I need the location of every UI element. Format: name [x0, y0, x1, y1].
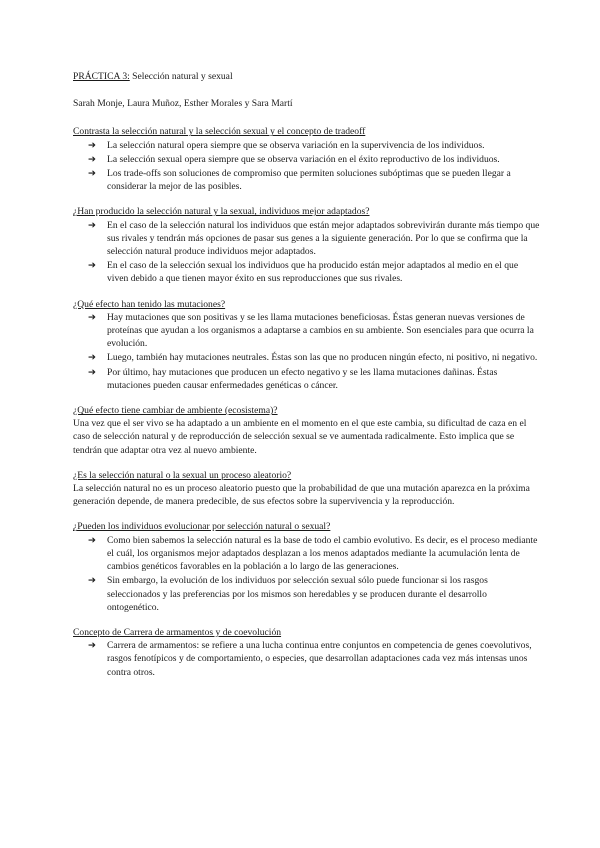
authors-line: Sarah Monje, Laura Muñoz, Esther Morales y Sara Martí [73, 98, 293, 110]
list-item: ➔ Hay mutaciones que son positivas y se les llama mutaciones beneficiosas. Éstas generan nuevas versiones de proteínas que ayudan a los organismos a adaptarse a cambios en su ambiente. Son esenciales para que ocurra la evolución. [88, 311, 534, 350]
section-tradeoff [73, 125, 540, 193]
list-item: ➔ La selección natural opera siempre que se observa variación en la supervivencia de los individuos. [88, 139, 485, 151]
section-random-process [73, 469, 540, 509]
bullet-list [73, 219, 540, 286]
section-mutations [73, 298, 540, 392]
section-heading: ¿Han producido la selección natural y la sexual, individuos mejor adaptados? [73, 206, 370, 218]
practice-title: Selección natural y sexual [129, 71, 233, 82]
section-adapted-individuals [73, 205, 540, 285]
arrow-bullet-icon: ➔ [88, 352, 97, 364]
arrow-bullet-icon: ➔ [88, 219, 97, 231]
list-item: ➔ En el caso de la selección natural los individuos que están mejor adaptados sobrevivirán durante más tiempo que sus rivales y tendrán más opciones de pasar sus genes a la siguiente generación. Por lo que se confirma que la selección natural produce individuos mejor adaptados. [88, 219, 540, 258]
list-item: ➔ Los trade-offs son soluciones de compromiso que permiten soluciones subóptimas que se pueden llegar a considerar la mejor de las posibles. [88, 168, 511, 193]
bullet-list [73, 311, 540, 392]
list-item: ➔ Carrera de armamentos: se refiere a una lucha continua entre conjuntos en competencia de genes coevolutivos, rasgos fenotípicos y de comportamiento, o especies, que desarrollan adaptaciones cada vez más intensas unos contra otros. [88, 640, 532, 678]
list-item: ➔ La selección sexual opera siempre que se observa variación en el éxito reproductivo de los individuos. [88, 153, 500, 165]
list-item: ➔ Sin embargo, la evolución de los individuos por selección sexual sólo puede funcionar si los rasgos seleccionados y las preferencias por los mismos son heredables y se producen durante el desarrollo ontogenético. [88, 575, 488, 613]
list-item: ➔ Por último, hay mutaciones que producen un efecto negativo y se les llama mutaciones dañinas. Éstas mutaciones pueden causar enfermedades genéticas o cáncer. [88, 366, 498, 391]
section-arms-race [73, 626, 540, 679]
list-item: ➔ Como bien sabemos la selección natural es la base de todo el cambio evolutivo. Es decir, es el proceso mediante el cuál, los organismos mejor adaptados desplazan a los menos adaptados mediante la acumulación lenta de cambios genéticos favorables en la población a lo largo de las generaciones. [88, 534, 538, 573]
section-heading: Concepto de Carrera de armamentos y de coevolución [73, 626, 282, 638]
section-heading: ¿Qué efecto han tenido las mutaciones? [73, 298, 226, 310]
arrow-bullet-icon: ➔ [88, 260, 97, 272]
section-paragraph: Una vez que el ser vivo se ha adaptado a un ambiente en el momento en el que este cambia, su dificultad de caza en el caso de selección natural y de reproducción de selección sexual se ve aumentada radicalmente. Esto implica que se tendrán que adaptar otra vez al nuevo ambiente. [73, 418, 527, 456]
section-heading: ¿Pueden los individuos evolucionar por selección natural o sexual? [73, 521, 331, 533]
arrow-bullet-icon: ➔ [88, 311, 97, 323]
arrow-bullet-icon: ➔ [88, 153, 97, 165]
list-item: ➔ En el caso de la selección sexual los individuos que ha producido están mejor adaptados al medio en el que viven debido a que tienen mayor éxito en sus reproducciones que sus rivales. [88, 260, 519, 285]
section-evolution [73, 520, 540, 613]
bullet-list [73, 534, 540, 614]
arrow-bullet-icon: ➔ [88, 575, 97, 587]
section-heading: Contrasta la selección natural y la selección sexual y el concepto de tradeoff [73, 126, 366, 138]
arrow-bullet-icon: ➔ [88, 534, 97, 546]
bullet-list [73, 639, 540, 679]
section-environment-change [73, 404, 540, 457]
practice-number: PRÁCTICA 3: [73, 71, 130, 82]
section-paragraph: La selección natural no es un proceso aleatorio puesto que la probabilidad de que una mutación aparezca en la próxima generación depende, de manera predecible, de sus efectos sobre la supervivencia y la reproducción. [73, 483, 530, 508]
section-heading: ¿Qué efecto tiene cambiar de ambiente (ecosistema)? [73, 405, 278, 417]
arrow-bullet-icon: ➔ [88, 366, 97, 378]
section-heading: ¿Es la selección natural o la sexual un proceso aleatorio? [73, 469, 292, 481]
arrow-bullet-icon: ➔ [88, 168, 97, 180]
page-title [73, 70, 540, 83]
arrow-bullet-icon: ➔ [88, 139, 97, 151]
list-item: ➔ Luego, también hay mutaciones neutrales. Éstas son las que no producen ningún efecto, ni positivo, ni negativo. [88, 352, 538, 364]
bullet-list [73, 139, 540, 194]
arrow-bullet-icon: ➔ [88, 640, 97, 652]
